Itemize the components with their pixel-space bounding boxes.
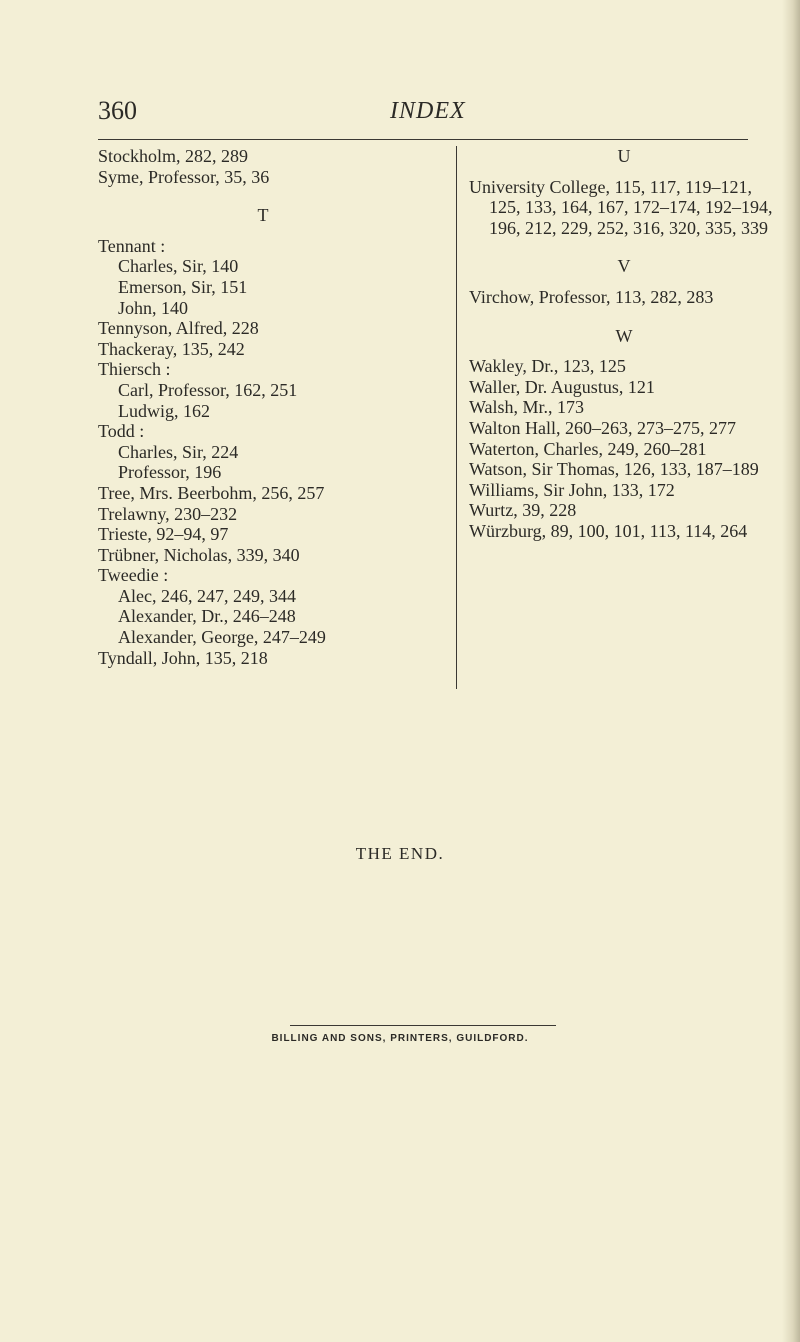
- index-subentry: John, 140: [118, 297, 189, 318]
- index-entry: Syme, Professor, 35, 36: [98, 166, 270, 187]
- index-entry: Wurtz, 39, 228: [469, 500, 577, 521]
- index-entry: Walsh, Mr., 173: [469, 397, 585, 418]
- index-column-left: [98, 146, 428, 668]
- index-entry: Williams, Sir John, 133, 172: [469, 479, 675, 500]
- index-entry: Tree, Mrs. Beerbohm, 256, 257: [98, 482, 325, 503]
- index-subentry: Professor, 196: [118, 462, 222, 483]
- printer-imprint: BILLING AND SONS, PRINTERS, GUILDFORD.: [271, 1033, 529, 1044]
- index-subentry: Ludwig, 162: [118, 400, 210, 421]
- index-entry: Thiersch :: [98, 359, 171, 380]
- index-entry: Waterton, Charles, 249, 260–281: [469, 438, 707, 459]
- index-entry: Tennant :: [98, 235, 166, 256]
- the-end-text: THE END.: [355, 844, 445, 863]
- running-head: [98, 96, 748, 130]
- section-letter: W: [615, 325, 633, 346]
- page-number: 360: [98, 96, 137, 125]
- index-subentry: Alec, 246, 247, 249, 344: [118, 585, 296, 606]
- index-entry: Trelawny, 230–232: [98, 503, 238, 524]
- page-title: INDEX: [390, 98, 466, 124]
- column-divider: [456, 146, 457, 689]
- index-entry: University College, 115, 117, 119–121, 125, 133, 164, 167, 172–174, 192–194, 196, 212, 229, 252, 316, 320, 335, 339: [469, 176, 773, 238]
- index-entry: Waller, Dr. Augustus, 121: [469, 376, 655, 397]
- section-letter: V: [617, 256, 631, 277]
- index-entry: Todd :: [98, 421, 145, 442]
- index-subentry: Alexander, Dr., 246–248: [118, 606, 296, 627]
- index-entry: Walton Hall, 260–263, 273–275, 277: [469, 417, 737, 438]
- section-letter: U: [617, 146, 631, 166]
- index-subentry: Charles, Sir, 224: [118, 441, 239, 462]
- header-rule: [98, 139, 748, 140]
- index-entry: Stockholm, 282, 289: [98, 146, 249, 166]
- index-entry: Würzburg, 89, 100, 101, 113, 114, 264: [469, 520, 748, 541]
- index-entry: Wakley, Dr., 123, 125: [469, 356, 626, 377]
- index-subentry: Alexander, George, 247–249: [118, 627, 326, 648]
- index-subentry: Emerson, Sir, 151: [118, 276, 248, 297]
- footer-rule: [290, 1025, 556, 1026]
- index-entry: Watson, Sir Thomas, 126, 133, 187–189: [469, 459, 759, 480]
- index-entry: Trübner, Nicholas, 339, 340: [98, 544, 300, 565]
- index-entry: Tennyson, Alfred, 228: [98, 318, 259, 339]
- index-entry: Thackeray, 135, 242: [98, 338, 245, 359]
- index-subentry: Carl, Professor, 162, 251: [118, 379, 298, 400]
- section-letter: T: [257, 205, 269, 226]
- index-entry: Virchow, Professor, 113, 282, 283: [469, 286, 714, 307]
- index-entry: Tweedie :: [98, 565, 169, 586]
- index-subentry: Charles, Sir, 140: [118, 256, 239, 277]
- page-edge-shadow: [782, 0, 800, 1342]
- index-column-right: [469, 146, 779, 542]
- index-entry: Tyndall, John, 135, 218: [98, 647, 268, 668]
- index-entry: Trieste, 92–94, 97: [98, 524, 229, 545]
